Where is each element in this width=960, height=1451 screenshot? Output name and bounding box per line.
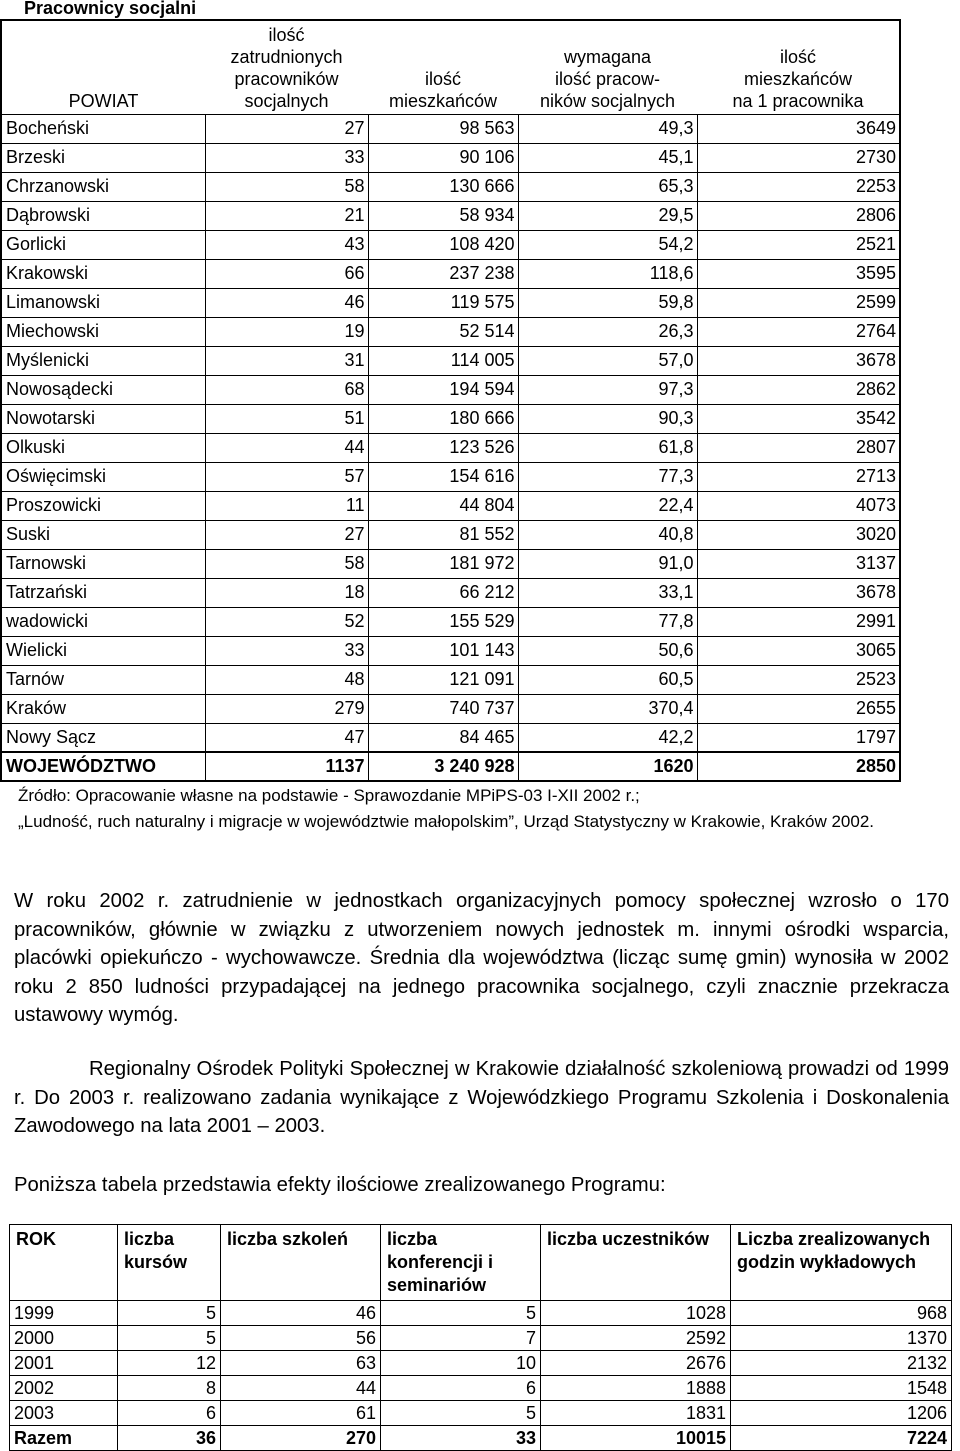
- trainings-cell: 46: [221, 1301, 381, 1326]
- table-header-row: [1, 20, 900, 114]
- per-worker-cell: 2806: [697, 201, 900, 230]
- table-row: [1, 259, 900, 288]
- table-row: [1, 694, 900, 723]
- residents-cell: 130 666: [368, 172, 518, 201]
- participants-cell: 1888: [541, 1376, 731, 1401]
- residents-cell: 108 420: [368, 230, 518, 259]
- courses-cell: 8: [118, 1376, 221, 1401]
- required-cell: 370,4: [518, 694, 697, 723]
- per-worker-cell: 3542: [697, 404, 900, 433]
- employed-cell: 11: [205, 491, 368, 520]
- required-cell: 59,8: [518, 288, 697, 317]
- required-cell: 77,8: [518, 607, 697, 636]
- residents-cell: 123 526: [368, 433, 518, 462]
- table-row: [1, 404, 900, 433]
- table-row: [1, 520, 900, 549]
- participants-cell: 2592: [541, 1326, 731, 1351]
- header-residents: ilość mieszkańców: [368, 20, 518, 114]
- table-row: [1, 607, 900, 636]
- lecture-hours-cell: 968: [731, 1301, 952, 1326]
- powiat-name-cell: Brzeski: [1, 143, 205, 172]
- employed-cell: 47: [205, 723, 368, 752]
- employed-cell: 66: [205, 259, 368, 288]
- per-worker-cell: 3678: [697, 346, 900, 375]
- participants-cell: 1831: [541, 1401, 731, 1426]
- table2-body: [10, 1301, 952, 1451]
- powiat-name-cell: Olkuski: [1, 433, 205, 462]
- header-participants: liczba uczestników: [541, 1225, 731, 1301]
- per-worker-cell: 3065: [697, 636, 900, 665]
- per-worker-cell: 2991: [697, 607, 900, 636]
- table-total-row: [1, 752, 900, 781]
- required-cell: 33,1: [518, 578, 697, 607]
- employed-cell: 1137: [205, 752, 368, 781]
- employed-cell: 68: [205, 375, 368, 404]
- trainings-cell: 56: [221, 1326, 381, 1351]
- per-worker-cell: 2523: [697, 665, 900, 694]
- per-worker-cell: 2521: [697, 230, 900, 259]
- header-year: ROK: [10, 1225, 118, 1301]
- conferences-cell: 5: [381, 1301, 541, 1326]
- year-cell: 2000: [10, 1326, 118, 1351]
- table2-total-row: [10, 1426, 952, 1451]
- residents-cell: 121 091: [368, 665, 518, 694]
- residents-cell: 66 212: [368, 578, 518, 607]
- conferences-cell: 10: [381, 1351, 541, 1376]
- lecture-hours-cell: 2132: [731, 1351, 952, 1376]
- required-cell: 60,5: [518, 665, 697, 694]
- table-row: [1, 172, 900, 201]
- per-worker-cell: 2713: [697, 462, 900, 491]
- residents-cell: 52 514: [368, 317, 518, 346]
- participants-cell: 1028: [541, 1301, 731, 1326]
- trainings-cell: 61: [221, 1401, 381, 1426]
- header-employed: ilość zatrudnionych pracowników socjalnych: [205, 20, 368, 114]
- table-body: [1, 114, 900, 781]
- per-worker-cell: 2599: [697, 288, 900, 317]
- lecture-hours-cell: 1370: [731, 1326, 952, 1351]
- powiat-name-cell: Suski: [1, 520, 205, 549]
- per-worker-cell: 2730: [697, 143, 900, 172]
- table-row: [1, 114, 900, 143]
- required-cell: 45,1: [518, 143, 697, 172]
- powiat-name-cell: Nowosądecki: [1, 375, 205, 404]
- header-trainings: liczba szkoleń: [221, 1225, 381, 1301]
- header-conferences: liczba konferencji i seminariów: [381, 1225, 541, 1301]
- employed-cell: 43: [205, 230, 368, 259]
- conferences-cell: 7: [381, 1326, 541, 1351]
- table-row: [1, 143, 900, 172]
- per-worker-cell: 2807: [697, 433, 900, 462]
- table-row: [1, 230, 900, 259]
- table-row: [1, 375, 900, 404]
- year-cell: 2001: [10, 1351, 118, 1376]
- source-note: Źródło: Opracowanie własne na podstawie - Sprawozdanie MPiPS-03 I-XII 2002 r.;: [18, 786, 640, 805]
- per-worker-cell: 2655: [697, 694, 900, 723]
- powiat-name-cell: Nowotarski: [1, 404, 205, 433]
- residents-cell: 180 666: [368, 404, 518, 433]
- table2-header-row: [10, 1225, 952, 1301]
- paragraph-training: Regionalny Ośrodek Polityki Społecznej w Krakowie działalność szkoleniową prowadzi od 1999 r. Do 2003 r. realizowano zadania wynikające z Wojewódzkiego Programu Szkolenia i Doskonalenia Zawodowego na lata 2001 – 2003.: [14, 1058, 949, 1137]
- powiat-name-cell: Dąbrowski: [1, 201, 205, 230]
- residents-cell: 90 106: [368, 143, 518, 172]
- employed-cell: 58: [205, 172, 368, 201]
- header-lecture-hours: Liczba zrealizowanych godzin wykładowych: [731, 1225, 952, 1301]
- residents-cell: 181 972: [368, 549, 518, 578]
- residents-cell: 81 552: [368, 520, 518, 549]
- powiat-name-cell: WOJEWÓDZTWO: [1, 752, 205, 781]
- table-row: [1, 723, 900, 752]
- powiat-name-cell: Krakowski: [1, 259, 205, 288]
- employed-cell: 31: [205, 346, 368, 375]
- per-worker-cell: 2862: [697, 375, 900, 404]
- residents-cell: 119 575: [368, 288, 518, 317]
- employed-cell: 19: [205, 317, 368, 346]
- table-row: [1, 636, 900, 665]
- social-workers-table: [0, 19, 901, 782]
- employed-cell: 33: [205, 143, 368, 172]
- employed-cell: 44: [205, 433, 368, 462]
- employed-cell: 46: [205, 288, 368, 317]
- powiat-name-cell: Oświęcimski: [1, 462, 205, 491]
- required-cell: 97,3: [518, 375, 697, 404]
- employed-cell: 52: [205, 607, 368, 636]
- powiat-name-cell: Gorlicki: [1, 230, 205, 259]
- powiat-name-cell: Kraków: [1, 694, 205, 723]
- conferences-cell: 5: [381, 1401, 541, 1426]
- required-cell: 77,3: [518, 462, 697, 491]
- lecture-hours-cell: 7224: [731, 1426, 952, 1451]
- employed-cell: 33: [205, 636, 368, 665]
- employed-cell: 27: [205, 114, 368, 143]
- table-row: [1, 665, 900, 694]
- residents-cell: 84 465: [368, 723, 518, 752]
- table-row: [1, 433, 900, 462]
- required-cell: 50,6: [518, 636, 697, 665]
- table2-row: [10, 1401, 952, 1426]
- powiat-name-cell: Proszowicki: [1, 491, 205, 520]
- conferences-cell: 33: [381, 1426, 541, 1451]
- courses-cell: 36: [118, 1426, 221, 1451]
- powiat-name-cell: Tatrzański: [1, 578, 205, 607]
- required-cell: 22,4: [518, 491, 697, 520]
- required-cell: 29,5: [518, 201, 697, 230]
- trainings-cell: 63: [221, 1351, 381, 1376]
- header-powiat: POWIAT: [1, 20, 205, 114]
- residents-cell: 98 563: [368, 114, 518, 143]
- residents-cell: 740 737: [368, 694, 518, 723]
- employed-cell: 51: [205, 404, 368, 433]
- table2-row: [10, 1326, 952, 1351]
- per-worker-cell: 1797: [697, 723, 900, 752]
- powiat-name-cell: Bocheński: [1, 114, 205, 143]
- required-cell: 57,0: [518, 346, 697, 375]
- residents-cell: 154 616: [368, 462, 518, 491]
- required-cell: 42,2: [518, 723, 697, 752]
- residents-cell: 194 594: [368, 375, 518, 404]
- residents-cell: 101 143: [368, 636, 518, 665]
- required-cell: 49,3: [518, 114, 697, 143]
- residents-cell: 44 804: [368, 491, 518, 520]
- year-cell: 1999: [10, 1301, 118, 1326]
- powiat-name-cell: Limanowski: [1, 288, 205, 317]
- employed-cell: 57: [205, 462, 368, 491]
- employed-cell: 48: [205, 665, 368, 694]
- year-cell: 2002: [10, 1376, 118, 1401]
- employed-cell: 21: [205, 201, 368, 230]
- courses-cell: 12: [118, 1351, 221, 1376]
- residents-cell: 237 238: [368, 259, 518, 288]
- residents-cell: 155 529: [368, 607, 518, 636]
- header-courses: liczba kursów: [118, 1225, 221, 1301]
- powiat-name-cell: Myślenicki: [1, 346, 205, 375]
- header-required: wymagana ilość pracow- ników socjalnych: [518, 20, 697, 114]
- required-cell: 1620: [518, 752, 697, 781]
- powiat-name-cell: Tarnowski: [1, 549, 205, 578]
- residents-cell: 58 934: [368, 201, 518, 230]
- participants-cell: 10015: [541, 1426, 731, 1451]
- lecture-hours-cell: 1548: [731, 1376, 952, 1401]
- trainings-cell: 44: [221, 1376, 381, 1401]
- paragraph-table-intro: Poniższa tabela przedstawia efekty ilościowe zrealizowanego Programu:: [14, 1174, 666, 1196]
- year-cell: 2003: [10, 1401, 118, 1426]
- powiat-name-cell: wadowicki: [1, 607, 205, 636]
- powiat-name-cell: Nowy Sącz: [1, 723, 205, 752]
- table-row: [1, 578, 900, 607]
- per-worker-cell: 3678: [697, 578, 900, 607]
- powiat-name-cell: Chrzanowski: [1, 172, 205, 201]
- table2-row: [10, 1351, 952, 1376]
- employed-cell: 27: [205, 520, 368, 549]
- powiat-name-cell: Tarnów: [1, 665, 205, 694]
- required-cell: 26,3: [518, 317, 697, 346]
- powiat-name-cell: Miechowski: [1, 317, 205, 346]
- table-title: Pracownicy socjalni: [24, 0, 197, 18]
- trainings-cell: 270: [221, 1426, 381, 1451]
- paragraph-employment: W roku 2002 r. zatrudnienie w jednostkach organizacyjnych pomocy społecznej wzrosło o 170 pracowników, głównie w związku z utworzeniem nowych jednostek m. innymi ośrodki wsparcia, placówki opiekuńczo - wychowawcze. Średnia dla województwa (licząc sumę gmin) wynosiła w 2002 roku 2 850 ludności przypadającej na jednego pracownika socjalnego, czyli znacznie przekracza ustawowy wymóg.: [14, 890, 949, 1026]
- table2-row: [10, 1376, 952, 1401]
- training-results-table: [9, 1224, 952, 1451]
- table-row: [1, 317, 900, 346]
- residents-cell: 3 240 928: [368, 752, 518, 781]
- per-worker-cell: 4073: [697, 491, 900, 520]
- conferences-cell: 6: [381, 1376, 541, 1401]
- courses-cell: 5: [118, 1326, 221, 1351]
- courses-cell: 6: [118, 1401, 221, 1426]
- table-row: [1, 491, 900, 520]
- per-worker-cell: 3595: [697, 259, 900, 288]
- source-note-continued: „Ludność, ruch naturalny i migracje w województwie małopolskim”, Urząd Statystyczny w Krakowie, Kraków 2002.: [18, 812, 875, 831]
- table-row: [1, 462, 900, 491]
- courses-cell: 5: [118, 1301, 221, 1326]
- per-worker-cell: 3020: [697, 520, 900, 549]
- powiat-name-cell: Wielicki: [1, 636, 205, 665]
- required-cell: 54,2: [518, 230, 697, 259]
- required-cell: 65,3: [518, 172, 697, 201]
- residents-cell: 114 005: [368, 346, 518, 375]
- per-worker-cell: 2764: [697, 317, 900, 346]
- table-row: [1, 288, 900, 317]
- table-row: [1, 346, 900, 375]
- per-worker-cell: 3137: [697, 549, 900, 578]
- required-cell: 118,6: [518, 259, 697, 288]
- required-cell: 61,8: [518, 433, 697, 462]
- required-cell: 91,0: [518, 549, 697, 578]
- table-row: [1, 549, 900, 578]
- per-worker-cell: 2253: [697, 172, 900, 201]
- per-worker-cell: 3649: [697, 114, 900, 143]
- lecture-hours-cell: 1206: [731, 1401, 952, 1426]
- table-row: [1, 201, 900, 230]
- per-worker-cell: 2850: [697, 752, 900, 781]
- year-cell: Razem: [10, 1426, 118, 1451]
- required-cell: 40,8: [518, 520, 697, 549]
- employed-cell: 279: [205, 694, 368, 723]
- employed-cell: 58: [205, 549, 368, 578]
- required-cell: 90,3: [518, 404, 697, 433]
- table2-row: [10, 1301, 952, 1326]
- header-per-worker: ilość mieszkańców na 1 pracownika: [697, 20, 900, 114]
- employed-cell: 18: [205, 578, 368, 607]
- participants-cell: 2676: [541, 1351, 731, 1376]
